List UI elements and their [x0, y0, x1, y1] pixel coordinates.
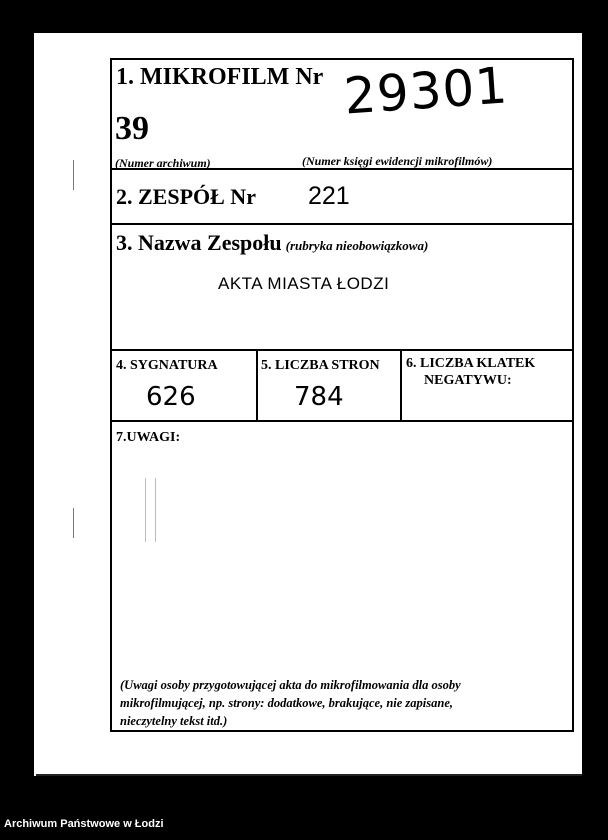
sygnatura-label: 4. SYGNATURA: [116, 358, 218, 373]
divider: [112, 223, 572, 225]
divider: [112, 420, 572, 422]
film-number-handwritten: 29301: [342, 56, 510, 126]
uwagi-instructions: [120, 676, 461, 730]
sheet-edge-line: [36, 774, 582, 776]
sygnatura-value: 626: [146, 382, 196, 412]
film-number-caption: (Numer księgi ewidencji mikrofilmów): [302, 154, 493, 168]
zespol-label: 2. ZESPÓŁ Nr: [116, 184, 256, 209]
liczba-klatek-label: 6. LICZBA KLATEK: [406, 356, 536, 371]
instruction-line: mikrofilmującej, np. strony: dodatkowe, brakujące, nie zapisane,: [120, 696, 453, 710]
mikrofilm-label: 1. MIKROFILM Nr: [116, 64, 324, 90]
divider: [400, 349, 402, 420]
divider: [112, 349, 572, 351]
scan-mark: [73, 508, 74, 538]
zespol-number: 221: [308, 182, 350, 210]
liczba-stron-label: 5. LICZBA STRON: [261, 358, 380, 373]
scan-mark: [73, 160, 74, 190]
nazwa-zespolu-heading: [116, 230, 428, 256]
archive-watermark: Archiwum Państwowe w Łodzi: [4, 818, 164, 830]
instruction-line: (Uwagi osoby przygotowującej akta do mikrofilmowania dla osoby: [120, 678, 461, 692]
archive-number: 39: [115, 110, 149, 147]
negatywu-label: NEGATYWU:: [424, 373, 512, 388]
microfilm-form: [110, 58, 574, 732]
instruction-line: nieczytelny tekst itd.): [120, 714, 228, 728]
nazwa-zespolu-label: 3. Nazwa Zespołu: [116, 230, 282, 255]
uwagi-label: 7.UWAGI:: [116, 430, 181, 445]
liczba-stron-value: 784: [294, 382, 344, 412]
divider: [256, 349, 258, 420]
archive-number-caption: (Numer archiwum): [115, 156, 211, 170]
nazwa-zespolu-note: (rubryka nieobowiązkowa): [285, 238, 429, 253]
nazwa-zespolu-value: AKTA MIASTA ŁODZI: [218, 274, 390, 293]
